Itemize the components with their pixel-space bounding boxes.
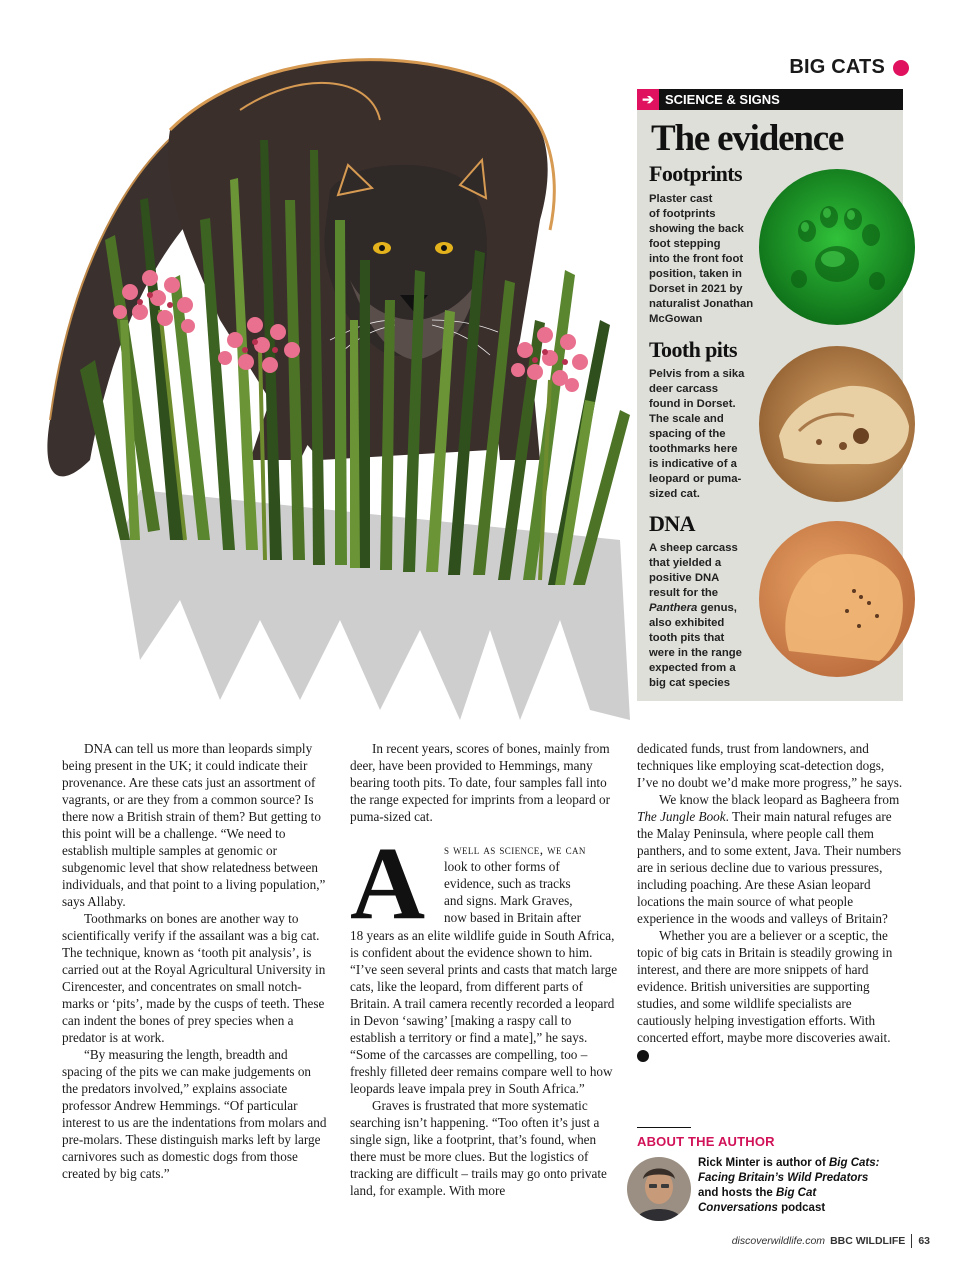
section-dot-icon [893,60,909,76]
text-run: We know the black leopard as Bagheera from [659,792,900,807]
text-line: expected from a [649,662,736,674]
evidence-heading-tooth-pits: Tooth pits [649,337,737,362]
panther-illustration [20,20,635,732]
evidence-heading-dna: DNA [649,511,695,536]
text-line: tooth pits that [649,632,725,644]
footer-brand: BBC WILDLIFE [830,1235,906,1247]
text-line: into the front foot [649,253,744,265]
panel-tag: SCIENCE & SIGNS [665,92,780,107]
text-run: . Their main natural refuges are the Malay Peninsula, where people call them panthers, and to some extent, Java. Their numbers are in serious decline due to various pressures, including poaching. Are these Asian leopard locations the main source of what people experience in the woods and valleys of Britain? [637,809,902,926]
text-line: look to other forms of [444,859,560,874]
paragraph: Toothmarks on bones are another way to scientifically verify if the assailant was a big cat. The technique, known as ‘tooth pit analysis’, is carried out at the Royal Agricultural University in Cirencester, and concentrates on small notch-marks or ‘pits’, made by the cusps of teeth. These can indent the bones of prey species when a predator is at work. [62,911,326,1045]
author-bio [698,1156,888,1216]
section-tag [789,56,909,79]
genus-suffix: genus, [697,602,737,614]
author-avatar [627,1157,691,1221]
text-line: positive DNA [649,572,720,584]
text-line: The scale and [649,413,724,425]
text-line: A sheep carcass [649,542,738,554]
text-line: of footprints [649,208,716,220]
text-line: were in the range [649,647,742,659]
arrow-right-icon: ➔ [637,89,659,110]
text-line: McGowan [649,313,703,325]
text-run: and hosts the [698,1187,776,1199]
evidence-body-tooth-pits [649,367,744,502]
about-author-heading: ABOUT THE AUTHOR [637,1134,775,1149]
text-line: is indicative of a [649,458,737,470]
paragraph [637,791,903,927]
text-line: sized cat. [649,488,700,500]
end-mark-icon: W [637,1050,649,1062]
sheep-carcass-photo [759,521,915,677]
text-line: leopard or puma- [649,473,742,485]
text-line: now based in Britain after [444,910,581,925]
article-column-1 [62,740,330,1182]
footer-separator [911,1234,912,1248]
section-label: BIG CATS [789,56,885,78]
text-line: Plaster cast [649,193,713,205]
text-line [649,601,742,616]
author-divider [637,1127,691,1128]
genus-name: Panthera [649,602,698,614]
text-line: and signs. Mark Graves, [444,893,573,908]
footer-site: discoverwildlife.com [731,1235,826,1247]
paragraph: “By measuring the length, breadth and spacing of the pits we can make judgements on the predators involved,” explains associate professor Andrew Hemmings. “Of particular interest to us are the indentations from molars and pre-molars. These distinguish marks left by large carnivores such as domestic dogs from those created by big cats.” [62,1047,327,1181]
text-line: found in Dorset. [649,398,736,410]
text-line: that yielded a [649,557,722,569]
text-run: Rick Minter is author of [698,1157,829,1169]
dropcap-smallcaps: s well as science, we can [444,842,586,857]
text-line: deer carcass [649,383,719,395]
pelvis-bone-photo [759,346,915,502]
page-footer [732,1234,930,1248]
evidence-body-footprints [649,192,753,327]
article-column-3 [637,740,903,1063]
page-number: 63 [918,1235,930,1247]
panel-title: The evidence [651,118,844,159]
dropcap-lines [444,841,618,926]
dropcap-block [350,826,618,941]
paragraph: 18 years as an elite wildlife guide in South Africa, is confident about the evidence shown to him. “I’ve seen several prints and casts that match large cats, like the leopard, from different parts of Britain. A trail camera recently recorded a leopard in Devon ‘sawing’ [making a raspy call to establish a territory or find a mate],” he says. “Some of the carcasses are compelling, too – freshly filleted deer remains compare well to how leopards leave impala prey in South Africa.” [350,928,618,1096]
book-title: The Jungle Book [637,809,726,824]
evidence-panel [637,89,903,701]
text-line: position, taken in [649,268,742,280]
paragraph: In recent years, scores of bones, mainly from deer, have been provided to Hemmings, many bearing tooth pits. To date, four samples fall into the range expected for imprints from a leopard or puma-sized cat. [350,741,610,824]
text-run: podcast [777,1202,826,1214]
article-column-2 [350,740,618,1199]
text-line: evidence, such as tracks [444,876,571,891]
paragraph: Graves is frustrated that more systematic searching isn’t happening. “Too often it’s just a single sign, like a footprint, that’s found, when there must be more clues. But the logistics of tracking are difficult – trails may go onto private land, for example. With more [350,1098,607,1198]
text-run: Whether you are a believer or a sceptic, the topic of big cats in Britain is steadily growing in interest, and there are more snippets of hard evidence. British universities are supporting studies, and some wildlife specialists are cautiously helping investigation efforts. With concerted effort, maybe more discoveries await. [637,928,893,1045]
text-line: showing the back [649,223,744,235]
evidence-heading-footprints: Footprints [649,161,743,186]
text-line: big cat species [649,677,730,689]
paragraph [637,927,903,1063]
book-title: Big Cats: Facing Britain’s Wild Predators [698,1157,880,1184]
text-line: Pelvis from a sika [649,368,745,380]
podcast-title: Big Cat Conversations [698,1187,817,1214]
text-line: spacing of the [649,428,726,440]
text-line: result for the [649,587,719,599]
footprint-cast-photo [759,169,915,325]
paragraph: DNA can tell us more than leopards simply being present in the UK; it could indicate their provenance. Are these cats just an assortment of vagrants, or are they from a common source? Is there now a British strain of them? But getting to this point will be a challenge. “We need to establish multiple samples at genomic or subgenomic level that show relatedness between individuals, and that point to a living population,” says Allaby. [62,741,326,909]
evidence-body-dna [649,541,742,691]
text-line: toothmarks here [649,443,738,455]
panel-tag-bar [637,89,903,110]
text-line: also exhibited [649,617,725,629]
dropcap-letter: A [350,826,426,941]
text-line: foot stepping [649,238,721,250]
text-line: Dorset in 2021 by [649,283,743,295]
text-line: naturalist Jonathan [649,298,754,310]
paragraph: dedicated funds, trust from landowners, and techniques like employing scat-detection dogs, I’ve no doubt we’d make more progress,” he says. [637,741,903,790]
